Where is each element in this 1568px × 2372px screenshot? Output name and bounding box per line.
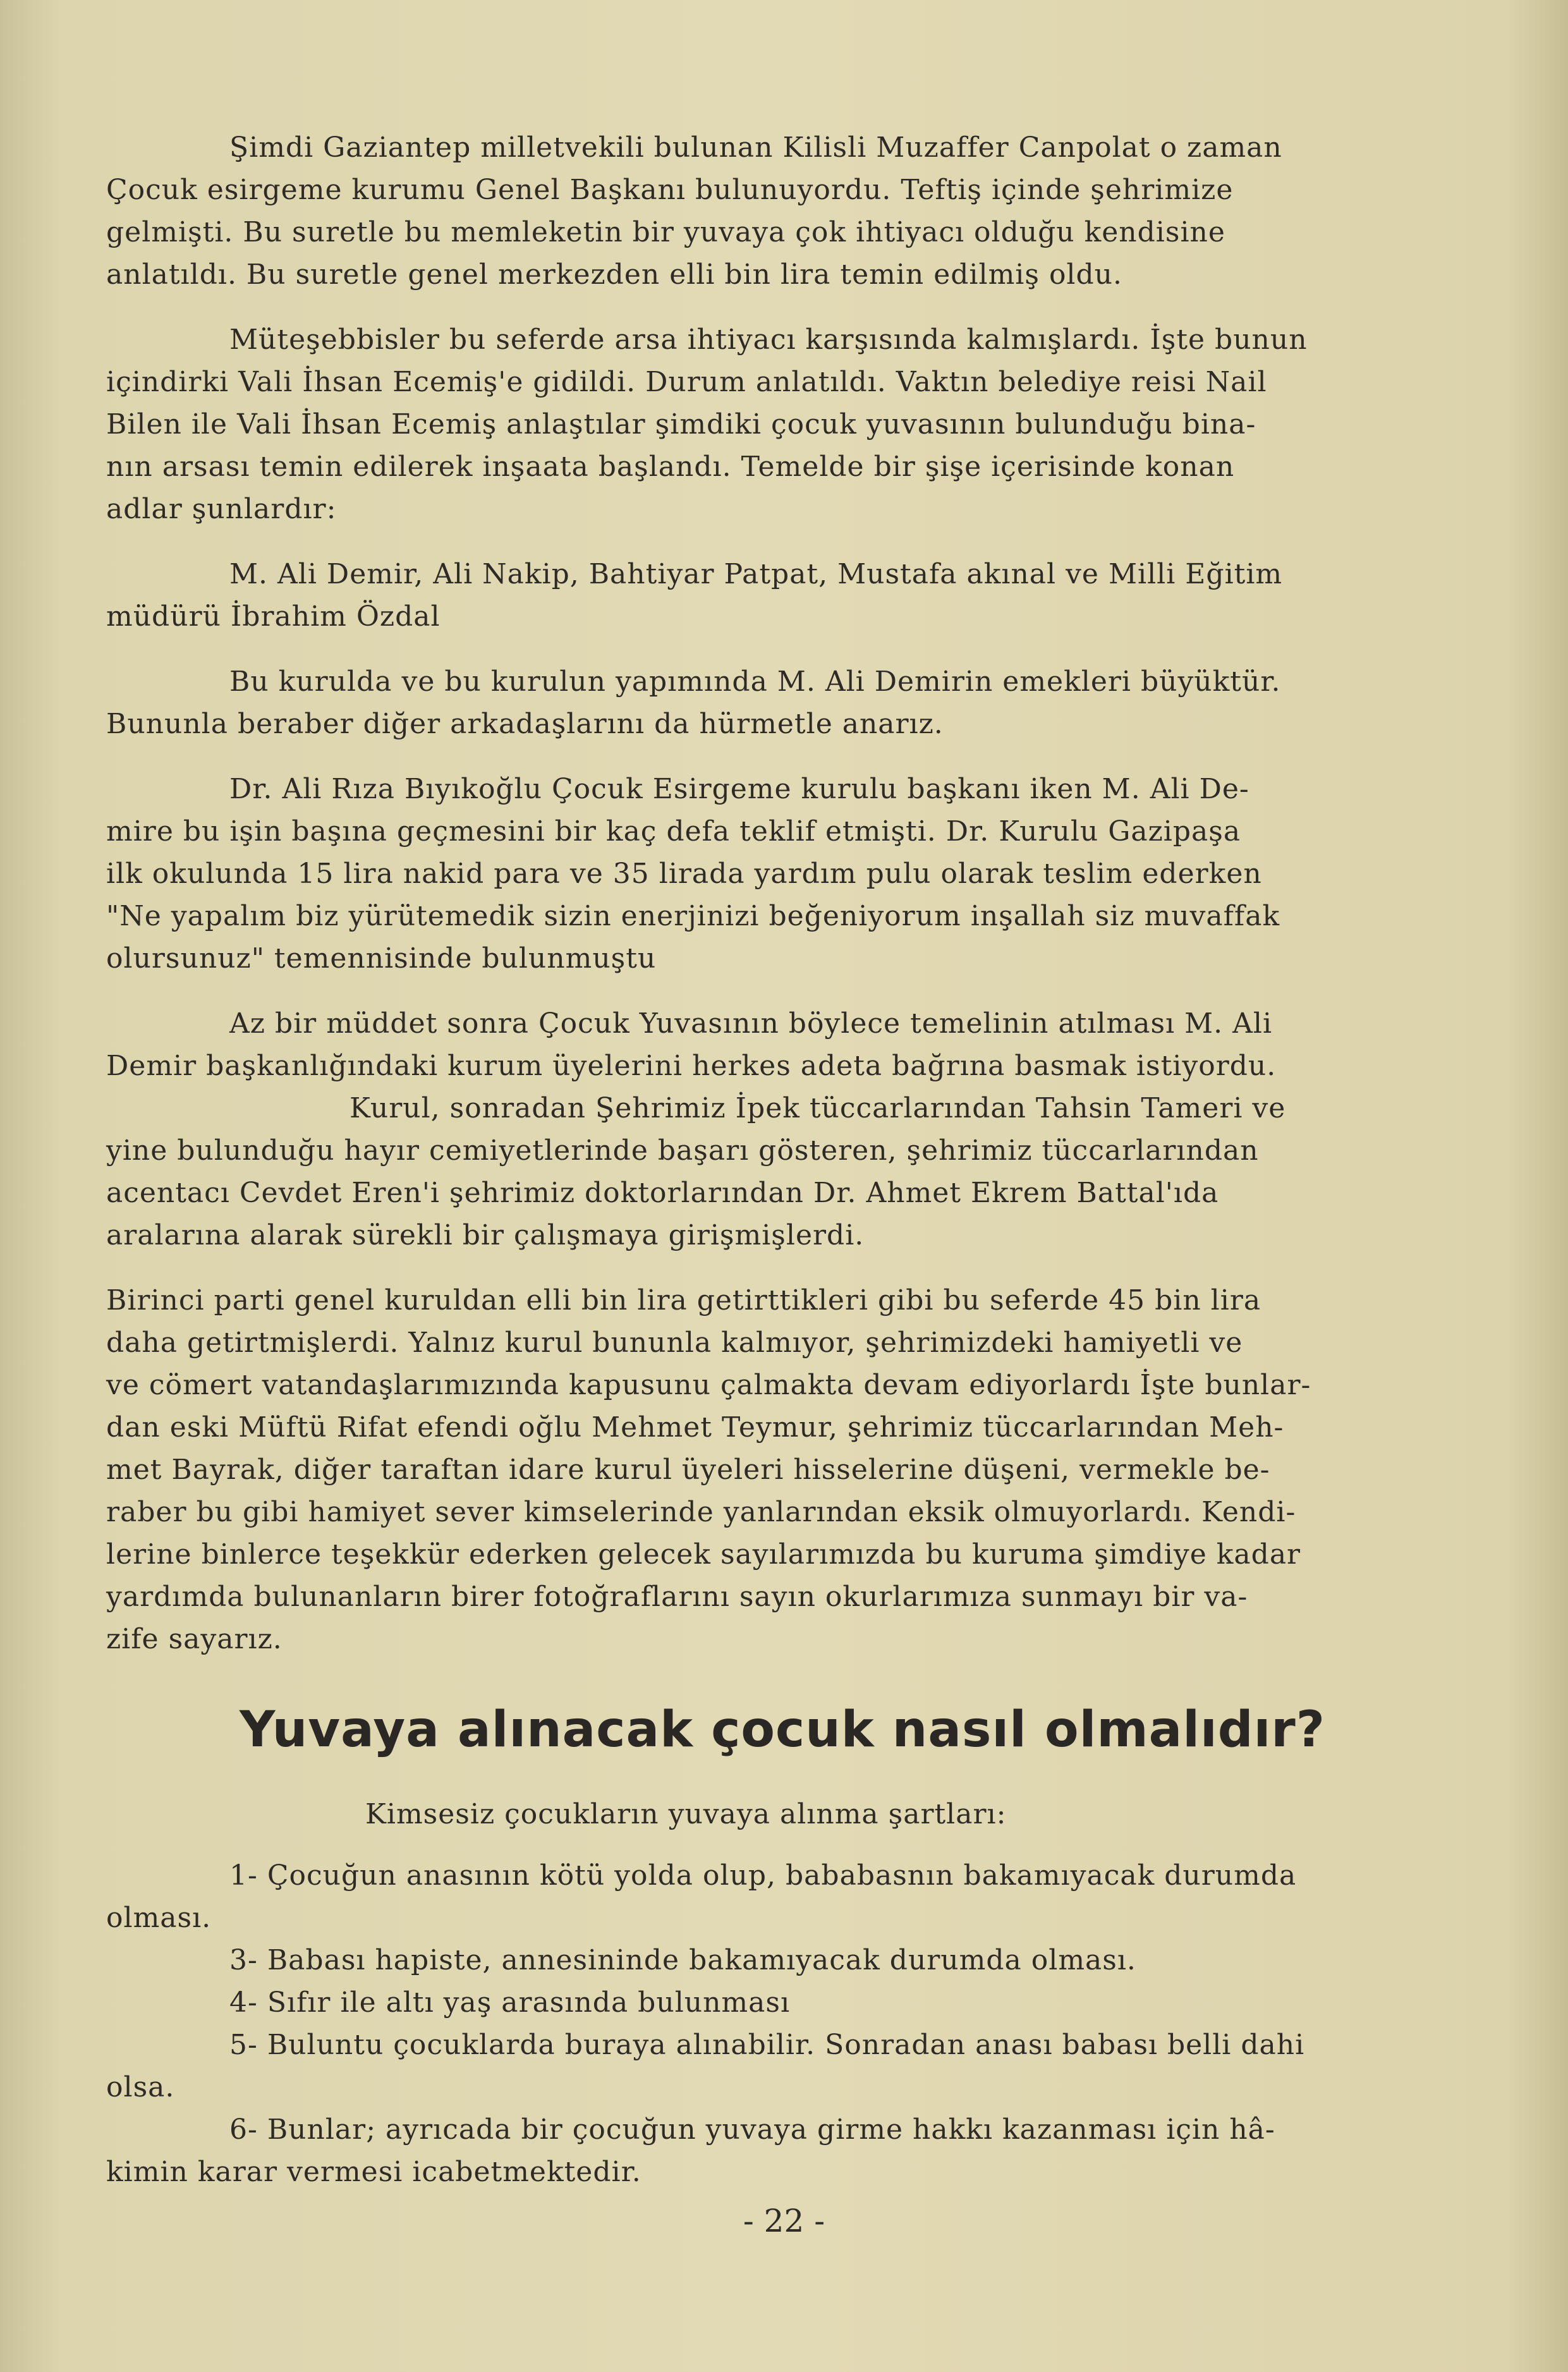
text-line: 1- Çocuğun anasının kötü yolda olup, bababasnın bakamıyacak durumda [229,1859,1297,1892]
paragraph [106,660,1459,745]
text-line: yine bulunduğu hayır cemiyetlerinde başarı gösteren, şehrimiz tüccarlarından [106,1134,1259,1167]
section-subheading: Kimsesiz çocukların yuvaya alınma şartları: [365,1798,1007,1830]
text-line: kimin karar vermesi icabetmektedir. [106,2156,641,2188]
text-line: daha getirtmişlerdi. Yalnız kurul bununla kalmıyor, şehrimizdeki hamiyetli ve [106,1327,1243,1359]
text-line: dan eski Müftü Rifat efendi oğlu Mehmet Teymur, şehrimiz tüccarlarından Meh- [106,1411,1284,1444]
condition-item [106,1981,1459,2024]
text-line: Birinci parti genel kuruldan elli bin lira getirttikleri gibi bu seferde 45 bin lira [106,1284,1261,1317]
text-line: anlatıldı. Bu suretle genel merkezden elli bin lira temin edilmiş oldu. [106,258,1122,291]
text-line: 5- Buluntu çocuklarda buraya alınabilir. Sonradan anası babası belli dahi [229,2029,1305,2061]
text-line: Bu kurulda ve bu kurulun yapımında M. Ali Demirin emekleri büyüktür. [229,666,1281,698]
text-line: Kurul, sonradan Şehrimiz İpek tüccarlarından Tahsin Tameri ve [349,1092,1286,1124]
text-line: müdürü İbrahim Özdal [106,600,441,633]
text-line: Şimdi Gaziantep milletvekili bulunan Kilisli Muzaffer Canpolat o zaman [229,131,1282,164]
text-line: lerine binlerce teşekkür ederken gelecek sayılarımızda bu kuruma şimdiye kadar [106,1538,1301,1571]
text-line: adlar şunlardır: [106,493,337,525]
page-number: - 22 - [743,2203,825,2239]
text-line: Bilen ile Vali İhsan Ecemiş anlaştılar şimdiki çocuk yuvasının bulunduğu bina- [106,408,1256,441]
condition-item [106,1854,1459,1939]
text-line: gelmişti. Bu suretle bu memleketin bir yuvaya çok ihtiyacı olduğu kendisine [106,216,1225,248]
text-line: Müteşebbisler bu seferde arsa ihtiyacı karşısında kalmışlardı. İşte bunun [229,324,1308,356]
text-line: olursunuz" temennisinde bulunmuştu [106,942,657,975]
text-line: mire bu işin başına geçmesini bir kaç defa teklif etmişti. Dr. Kurulu Gazipaşa [106,815,1241,848]
condition-item [106,2024,1459,2108]
text-line: ilk okulunda 15 lira nakid para ve 35 lirada yardım pulu olarak teslim ederken [106,858,1262,890]
condition-item [106,1939,1459,1981]
page-content [106,126,1459,2193]
text-line: met Bayrak, diğer taraftan idare kurul üyeleri hisselerine düşeni, vermekle be- [106,1454,1270,1486]
paragraph [106,768,1459,980]
text-line: acentacı Cevdet Eren'i şehrimiz doktorlarından Dr. Ahmet Ekrem Battal'ıda [106,1177,1219,1209]
paragraph [106,1002,1459,1256]
text-line: Demir başkanlığındaki kurum üyelerini herkes adeta bağrına basmak istiyordu. [106,1050,1277,1082]
text-line: olsa. [106,2071,175,2103]
paragraph [106,319,1459,530]
condition-item [106,2108,1459,2193]
text-line: "Ne yapalım biz yürütemedik sizin enerjinizi beğeniyorum inşallah siz muvaffak [106,900,1280,932]
text-line: Dr. Ali Rıza Bıyıkoğlu Çocuk Esirgeme kurulu başkanı iken M. Ali De- [229,773,1249,805]
text-line: içindirki Vali İhsan Ecemiş'e gidildi. Durum anlatıldı. Vaktın belediye reisi Nail [106,366,1267,398]
text-line: 3- Babası hapiste, annesininde bakamıyacak durumda olması. [229,1944,1136,1976]
paragraph [106,126,1459,296]
text-line: yardımda bulunanların birer fotoğraflarını sayın okurlarımıza sunmayı bir va- [106,1581,1248,1613]
text-line: M. Ali Demir, Ali Nakip, Bahtiyar Patpat, Mustafa akınal ve Milli Eğitim [229,558,1283,590]
text-line: Az bir müddet sonra Çocuk Yuvasının böylece temelinin atılması M. Ali [229,1007,1273,1040]
section-heading: Yuvaya alınacak çocuk nasıl olmalıdır? [239,1701,1326,1758]
paragraph [106,1279,1459,1660]
text-line: olması. [106,1902,212,1934]
text-line: Çocuk esirgeme kurumu Genel Başkanı bulunuyordu. Teftiş içinde şehrimize [106,174,1234,206]
text-line: nın arsası temin edilerek inşaata başlandı. Temelde bir şişe içerisinde konan [106,451,1235,483]
paragraph [106,553,1459,638]
text-line: raber bu gibi hamiyet sever kimselerinde yanlarından eksik olmuyorlardı. Kendi- [106,1496,1296,1528]
text-line: ve cömert vatandaşlarımızında kapusunu çalmakta devam ediyorlardı İşte bunlar- [106,1369,1311,1401]
text-line: 6- Bunlar; ayrıcada bir çocuğun yuvaya girme hakkı kazanması için hâ- [229,2114,1275,2146]
text-line: 4- Sıfır ile altı yaş arasında bulunması [229,1986,791,2019]
text-line: zife sayarız. [106,1623,283,1655]
text-line: Bununla beraber diğer arkadaşlarını da hürmetle anarız. [106,708,944,740]
text-line: aralarına alarak sürekli bir çalışmaya girişmişlerdi. [106,1219,865,1251]
